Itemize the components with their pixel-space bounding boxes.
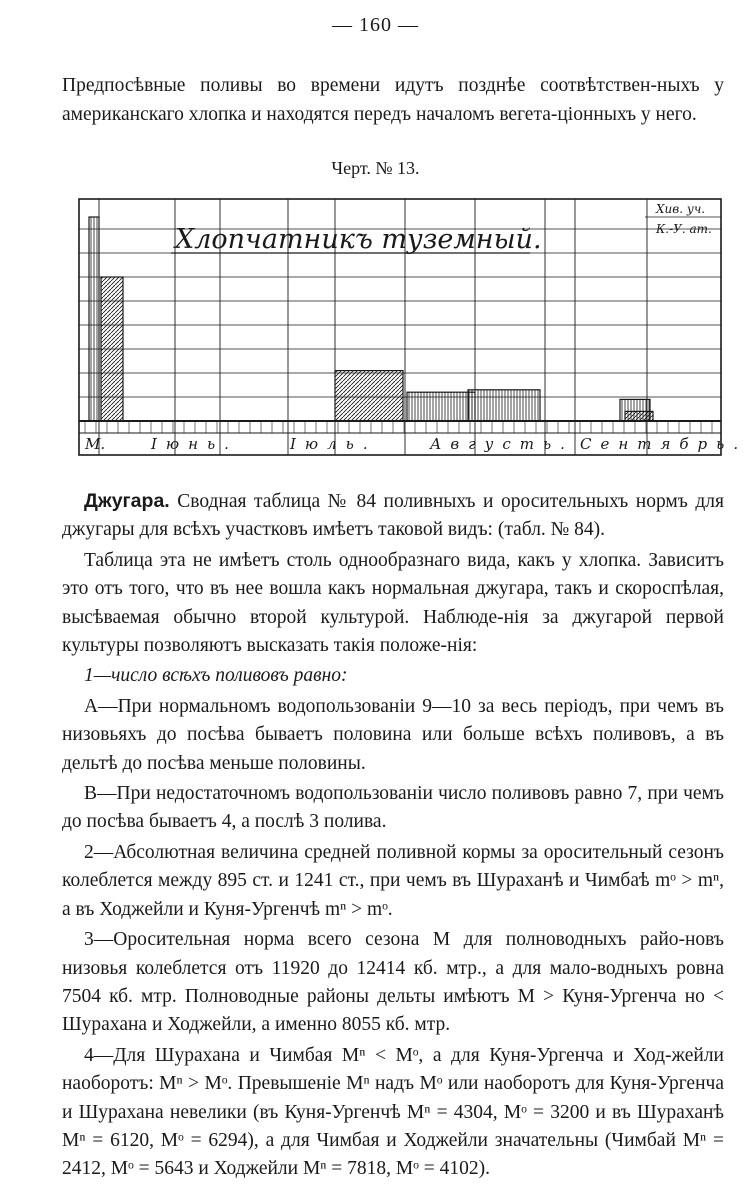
paragraph-point-3: 3—Оросительная норма всего сезона M для полноводныхъ райо-новъ низовья колеблется отъ 11920 до 12414 кб. мтр., а для мало-водныхъ ровна 7504 кб. мтр. Полноводные районы дельты имѣютъ M > Куня-Ургенча но < Шурахана и Ходжейли, а именно 8055 кб. мтр. bbox=[62, 929, 724, 1036]
bar-0-3 bbox=[468, 390, 540, 421]
page-number: — 160 — bbox=[332, 14, 419, 36]
paragraph-table-note: Таблица эта не имѣетъ столь однообразнаго вида, какъ у хлопка. Зависитъ это отъ того, что въ нее вошла какъ нормальная джугара, такъ и скороспѣлая, высѣваемая обычно второй культурой. Наблюде-нія за джугарой первой культуры позволяютъ высказать такія положе-нія: bbox=[62, 549, 724, 657]
paragraph-point-4: 4—Для Шурахана и Чимбая Mⁿ < Mᵒ, а для Куня-Ургенча и Ход-жейли наоборотъ: Mⁿ > Mᵒ. Превышеніе Mⁿ надъ Mᵒ или наоборотъ для Куня-Ургенча и Шурахана невелики (въ Куня-Ургенчѣ Mⁿ = 4304, Mᵒ = 3200 и въ Шураханѣ Mⁿ = 6120, Mᵒ = 6294), а для Чимбая и Ходжейли значательны (Чимбай Mⁿ = 2412, Mᵒ = 5643 и Ходжейли Mⁿ = 7818, Mᵒ = 4102). bbox=[62, 1044, 724, 1180]
paragraph-jugara bbox=[62, 487, 724, 545]
figure-caption: Черт. № 13. bbox=[331, 158, 420, 178]
chart-svg bbox=[75, 193, 748, 463]
paragraph-point-2: 2—Абсолютная величина средней поливной кормы за оросительный сезонъ колеблется между 895 ст. и 1241 ст., при чемъ въ Шураханѣ и Чимбаѣ mᵒ > mⁿ, а въ Ходжейли и Куня-Ургенчѣ mⁿ > mᵒ. bbox=[62, 841, 724, 920]
section-lead: Джугара. bbox=[84, 490, 170, 512]
paragraph-point-1: 1—число всѣхъ поливовъ равно: bbox=[84, 665, 348, 687]
chart-figure bbox=[75, 193, 748, 463]
bar-0-2 bbox=[407, 392, 475, 421]
paragraph-jugara-text: Сводная таблица № 84 поливныхъ и оросительныхъ нормъ для джугары для всѣхъ участковъ имѣетъ таковой видъ: (табл. № 84). bbox=[62, 491, 724, 541]
article-body bbox=[62, 487, 724, 1186]
month-label-2: Іюль. bbox=[290, 435, 377, 453]
month-label-1: Іюнь. bbox=[151, 435, 238, 453]
legend-label-0: Хив. уч. bbox=[656, 202, 706, 216]
legend-label-1: К.-У. ат. bbox=[656, 222, 712, 236]
month-label-0: М. bbox=[85, 435, 106, 453]
bar-1-0 bbox=[101, 277, 123, 421]
month-label-3: Августь. bbox=[430, 435, 574, 453]
bar-1-1 bbox=[335, 371, 403, 421]
paragraph-point-b: В—При недостаточномъ водопользованіи число поливовъ равно 7, при чемъ до посѣва бываетъ 4, а послѣ 3 полива. bbox=[62, 783, 724, 833]
bar-0-0 bbox=[89, 217, 99, 421]
intro-paragraph: Предпосѣвные поливы во времени идутъ позднѣе соотвѣтствен-ныхъ у американскаго хлопка и находятся передъ началомъ вегета-ціонныхъ у него. bbox=[62, 75, 724, 125]
paragraph-point-a: А—При нормальномъ водопользованіи 9—10 за весь періодъ, при чемъ въ низовьяхъ до посѣва бываетъ половина или больше всѣхъ поливовъ, а въ дельтѣ до посѣва меньше половины. bbox=[62, 695, 724, 774]
chart-title: Хлопчатникъ туземный. bbox=[175, 224, 542, 255]
month-label-4: Сентябрь. bbox=[580, 435, 748, 453]
month-labels bbox=[84, 435, 747, 453]
bar-1-4 bbox=[625, 411, 653, 421]
